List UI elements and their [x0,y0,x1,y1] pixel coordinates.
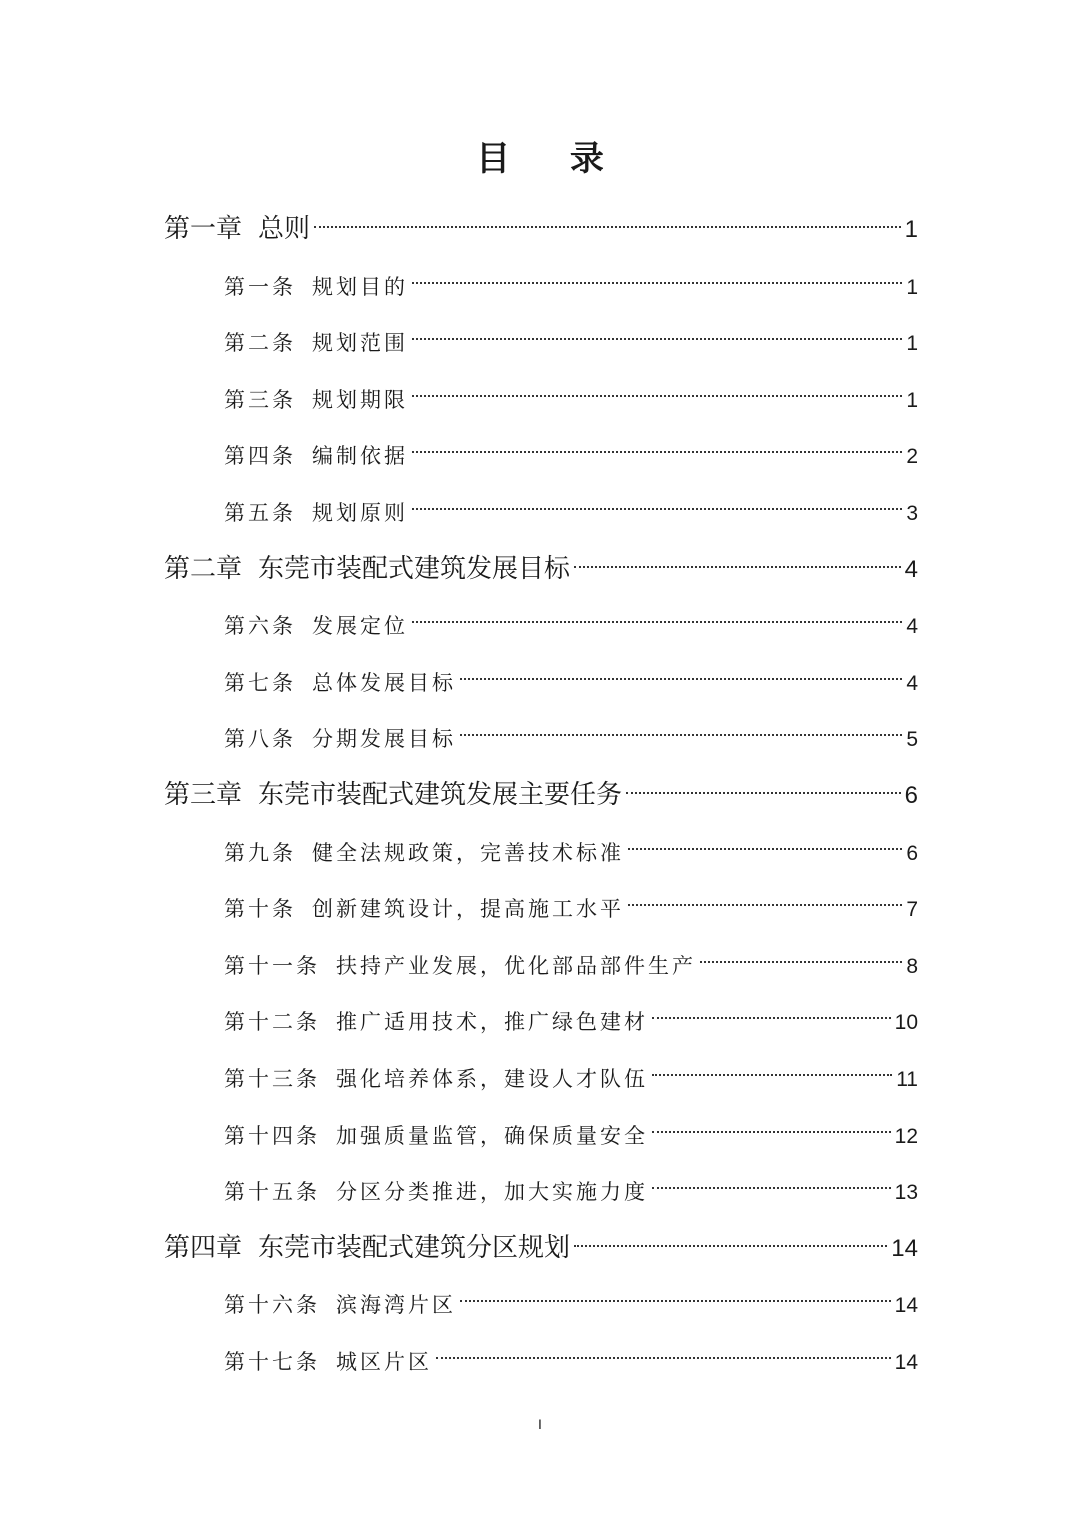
dot-leader [436,1329,891,1369]
entry-page-number: 11 [896,1068,918,1091]
entry-page-number: 14 [894,1294,918,1318]
entry-number: 第十七条 [224,1350,320,1374]
entry-page-number: 6 [906,841,918,865]
entry-page-number: 10 [894,1011,918,1035]
entry-title: 创新建筑设计，提高施工水平 [312,897,624,922]
dot-leader [652,1103,891,1143]
dot-leader [574,537,901,577]
entry-title: 东莞市装配式建筑发展目标 [258,553,571,584]
toc-article-entry[interactable] [224,1103,918,1148]
dot-leader [412,593,902,633]
entry-title: 规划目的 [312,274,408,299]
entry-page-number: 4 [904,555,918,583]
toc-article-entry[interactable] [224,1329,918,1374]
entry-title: 推广适用技术，推广绿色建材 [336,1010,648,1035]
dot-leader [460,706,902,746]
dot-leader [652,989,891,1029]
entry-title: 编制依据 [312,444,408,469]
entry-title: 东莞市装配式建筑发展主要任务 [258,780,623,810]
entry-page-number: 3 [906,502,918,525]
entry-page-number: 5 [906,728,918,752]
entry-page-number: 12 [894,1124,918,1148]
entry-number: 第十四条 [224,1123,320,1148]
dot-leader [460,650,902,690]
toc-chapter-entry[interactable] [164,1216,918,1263]
dot-leader [628,820,902,860]
entry-number: 第二章 [164,553,243,584]
entry-number: 第十二条 [224,1010,320,1035]
toc-title: 目 录 [476,139,628,179]
entry-title: 总则 [258,214,311,244]
toc-article-entry[interactable] [224,310,918,356]
entry-number: 第二条 [224,331,296,356]
entry-page-number: 7 [906,898,918,922]
dot-leader [412,310,902,350]
entry-title: 健全法规政策，完善技术标准 [312,840,624,865]
entry-title: 强化培养体系，建设人才队伍 [336,1067,648,1091]
entry-title: 分区分类推进，加大实施力度 [336,1180,648,1205]
entry-number: 第一条 [224,274,296,299]
toc-article-entry[interactable] [224,1159,918,1205]
entry-number: 第八条 [224,727,296,752]
dot-leader [652,1046,892,1086]
entry-number: 第十六条 [224,1293,320,1318]
entry-title: 分期发展目标 [312,727,456,752]
toc-article-entry[interactable] [224,254,918,299]
entry-page-number: 1 [906,332,918,356]
entry-page-number: 1 [906,388,918,412]
toc-chapter-entry[interactable] [164,537,918,584]
entry-number: 第十三条 [224,1067,320,1091]
entry-page-number: 13 [894,1181,918,1205]
entry-title: 规划范围 [312,331,408,356]
entry-page-number: 14 [894,1351,918,1374]
toc-article-entry[interactable] [224,650,918,695]
dot-leader [412,367,902,407]
entry-number: 第四章 [164,1232,243,1263]
entry-title: 滨海湾片区 [336,1293,456,1318]
entry-number: 第十一条 [224,953,320,978]
toc-chapter-entry[interactable] [164,763,918,810]
toc-article-entry[interactable] [224,593,918,639]
entry-page-number: 14 [891,1234,918,1262]
dot-leader [652,1159,891,1199]
entry-title: 加强质量监管，确保质量安全 [336,1123,648,1148]
toc-article-entry[interactable] [224,706,918,752]
entry-page-number: 8 [906,954,918,978]
footer-page-number: I [538,1416,542,1432]
toc-article-entry[interactable] [224,820,918,865]
entry-title: 东莞市装配式建筑分区规划 [258,1232,571,1263]
toc-chapter-entry[interactable] [164,197,918,244]
entry-page-number: 2 [906,445,918,469]
dot-leader [314,197,901,237]
entry-number: 第六条 [224,614,296,639]
entry-number: 第十五条 [224,1180,320,1205]
entry-title: 总体发展目标 [312,670,456,695]
entry-number: 第三章 [164,780,243,810]
dot-leader [574,1216,887,1256]
toc-article-entry[interactable] [224,876,918,922]
entry-number: 第三条 [224,387,296,412]
entry-title: 扶持产业发展，优化部品部件生产 [336,953,696,978]
entry-page-number: 4 [906,615,918,639]
dot-leader [412,480,902,520]
entry-title: 城区片区 [336,1350,432,1374]
dot-leader [700,933,902,973]
toc-article-entry[interactable] [224,933,918,978]
entry-number: 第四条 [224,444,296,469]
entry-number: 第九条 [224,840,296,865]
dot-leader [412,423,902,463]
toc-article-entry[interactable] [224,989,918,1035]
entry-number: 第五条 [224,501,296,525]
entry-page-number: 1 [904,216,918,243]
entry-number: 第一章 [164,214,243,244]
entry-number: 第十条 [224,897,296,922]
entry-title: 规划原则 [312,501,408,525]
entry-page-number: 1 [906,275,918,299]
dot-leader [460,1272,891,1312]
dot-leader [626,763,901,803]
toc-article-entry[interactable] [224,1046,918,1091]
dot-leader [628,876,902,916]
entry-page-number: 6 [904,782,918,809]
toc-article-entry[interactable] [224,423,918,469]
entry-number: 第七条 [224,670,296,695]
dot-leader [412,254,902,294]
entry-page-number: 4 [906,671,918,695]
entry-title: 规划期限 [312,387,408,412]
toc-article-entry[interactable] [224,480,918,525]
toc-article-entry[interactable] [224,1272,918,1318]
toc-article-entry[interactable] [224,367,918,412]
entry-title: 发展定位 [312,614,408,639]
